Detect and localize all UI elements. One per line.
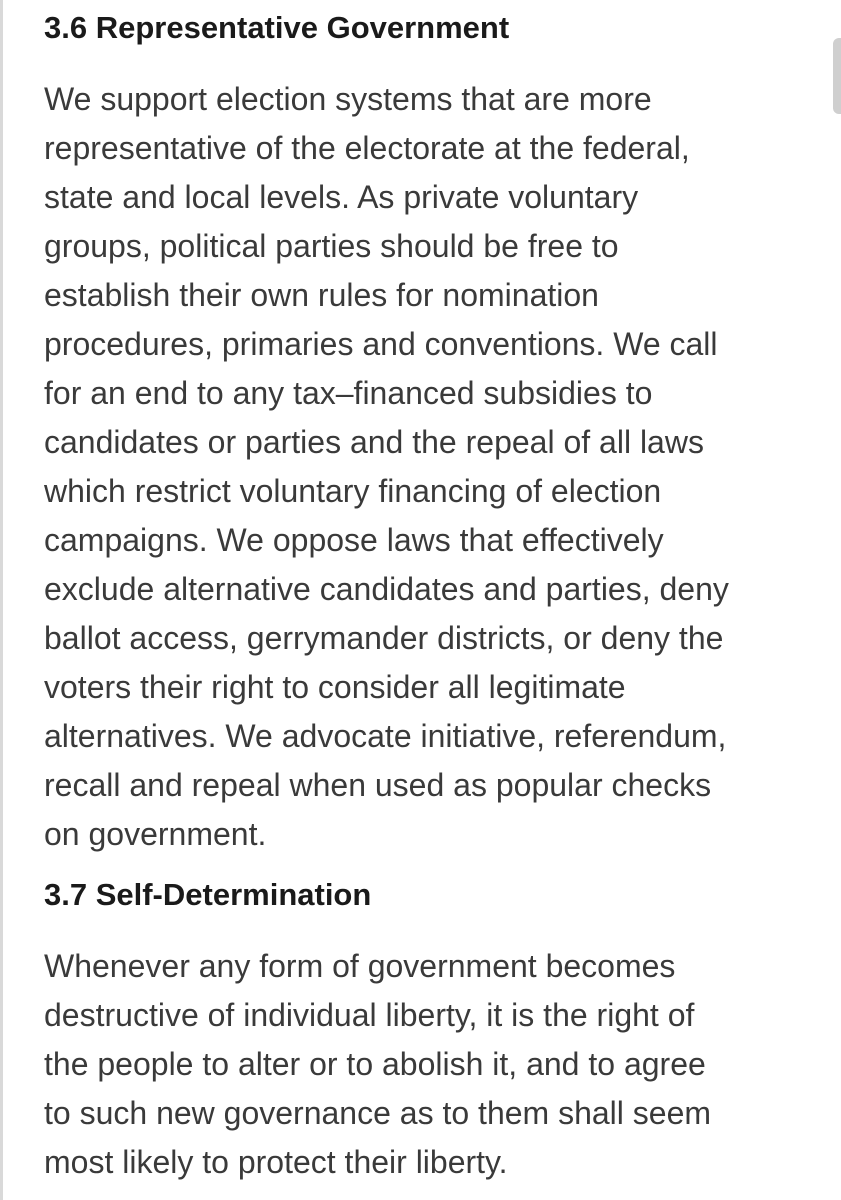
body-line: on government.: [44, 816, 267, 852]
section-heading: 3.6 Representative Government: [44, 10, 510, 45]
body-line: groups, political parties should be free to: [44, 228, 619, 264]
body-line: voters their right to consider all legitimate: [44, 669, 626, 705]
body-line: ballot access, gerrymander districts, or deny the: [44, 620, 724, 656]
body-line: destructive of individual liberty, it is the right of: [44, 997, 695, 1033]
body-line: Whenever any form of government becomes: [44, 948, 676, 984]
body-line: establish their own rules for nomination: [44, 277, 599, 313]
scrollbar-handle[interactable]: [833, 38, 841, 114]
body-line: for an end to any tax–financed subsidies to: [44, 375, 653, 411]
body-line: which restrict voluntary financing of election: [44, 473, 662, 509]
left-edge-divider: [0, 0, 3, 1200]
body-line: recall and repeal when used as popular checks: [44, 767, 712, 803]
body-line: alternatives. We advocate initiative, referendum,: [44, 718, 727, 754]
section-body: [44, 942, 824, 1187]
body-line: state and local levels. As private voluntary: [44, 179, 639, 215]
body-line: exclude alternative candidates and parties, deny: [44, 571, 729, 607]
body-line: We support election systems that are more: [44, 81, 652, 117]
section-heading: 3.7 Self-Determination: [44, 877, 372, 912]
body-line: campaigns. We oppose laws that effectively: [44, 522, 664, 558]
section-representative-government: [44, 8, 824, 859]
section-self-determination: [44, 875, 824, 1187]
body-line: most likely to protect their liberty.: [44, 1144, 508, 1180]
section-body: [44, 75, 824, 859]
body-line: procedures, primaries and conventions. We call: [44, 326, 718, 362]
body-line: candidates or parties and the repeal of all laws: [44, 424, 704, 460]
body-line: the people to alter or to abolish it, and to agree: [44, 1046, 706, 1082]
body-line: to such new governance as to them shall seem: [44, 1095, 712, 1131]
body-line: representative of the electorate at the federal,: [44, 130, 690, 166]
